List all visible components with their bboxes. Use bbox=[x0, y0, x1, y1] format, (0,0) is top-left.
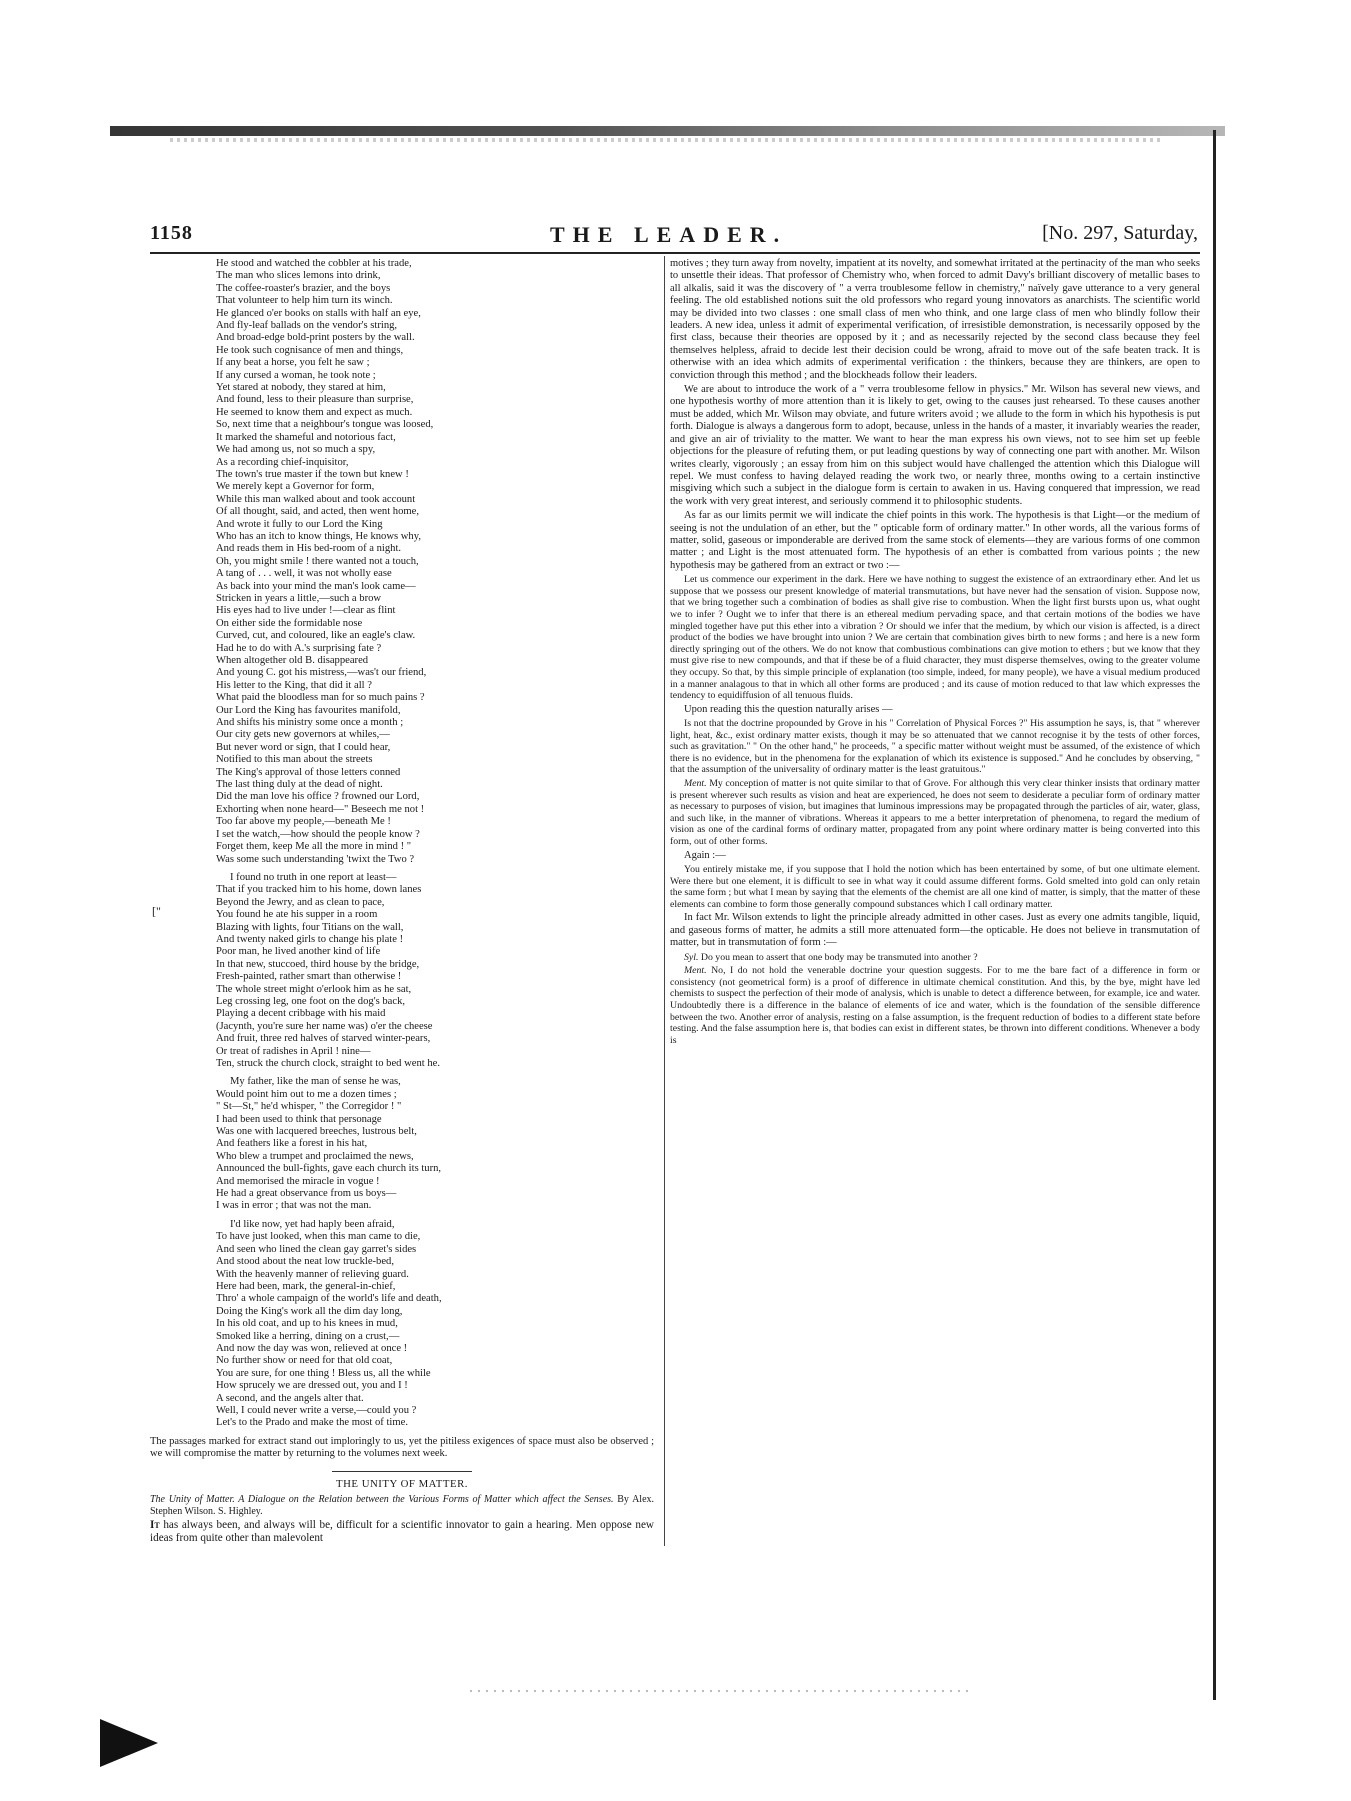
poem-line: He had a great observance from us boys— bbox=[216, 1188, 397, 1200]
poem-line: As a recording chief-inquisitor, bbox=[216, 456, 349, 468]
poem-line: Well, I could never write a verse,—could you ? bbox=[216, 1404, 417, 1416]
paragraph-text: No, I do not hold the venerable doctrine your question suggests. For to me the bare fact of a difference in form or consistency (not geometrical form) is a proof of difference in ultimate chemical constitution. And this, by the bye, might have led chemists to suspect the perfection of their mode of analysis, which is unable to detect a difference between, for example, ice and water. Undoubtedly there is a difference in the balance of elements of ice and water, which is the foundation of the sensible difference between the two. Another error of analysis, resting on a false assumption, is the frequent reduction of bodies to a different state before testing. And the false assumption here is, that bodies can exist in different states, be thrown into different conditions. Whenever a body is bbox=[670, 965, 1200, 1046]
poem-line: And fly-leaf ballads on the vendor's string, bbox=[216, 320, 398, 332]
paragraph-text: My conception of matter is not quite similar to that of Grove. For although this very clear thinker insists that ordinary matter is present wherever such results as vision and heat are experienced, he does not seem to desiderate a peculiar form of ordinary matter as necessary to purposes of vision, but imagines that luminous impressions may be propagated through the particles of air, water, glass, and such like, in the manner of vibrations. Whereas it appears to me a better interpretation of phenomena, to regard the medium of vision as one of the cardinal forms of ordinary matter, propagated from any point where ordinary matter is being converted into this form, out of other forms. bbox=[670, 778, 1201, 848]
poem-line: Or treat of radishes in April ! nine— bbox=[216, 1045, 371, 1057]
poem-line: He stood and watched the cobbler at his trade, bbox=[216, 258, 412, 269]
poem-line: The last thing duly at the dead of night. bbox=[216, 779, 383, 791]
poem-line: And shifts his ministry some once a month ; bbox=[216, 717, 404, 729]
dialogue-speaker: Syl. bbox=[684, 951, 699, 963]
book-citation bbox=[150, 1494, 654, 1517]
poem-line: Fresh-painted, rather smart than otherwise ! bbox=[216, 971, 402, 983]
poem-line: And now the day was won, relieved at once ! bbox=[216, 1342, 408, 1354]
article-paragraph bbox=[670, 912, 1200, 949]
citation-title: The Unity of Matter. A Dialogue on the Relation between the Various Forms of Matter which affect the Senses. bbox=[150, 1494, 614, 1505]
page-turn-arrow-icon bbox=[100, 1719, 158, 1767]
poem-stanza bbox=[216, 1076, 654, 1212]
lead-word: It bbox=[150, 1519, 160, 1531]
poem-line: When altogether old B. disappeared bbox=[216, 655, 369, 666]
poem-line: Notified to this man about the streets bbox=[216, 754, 373, 766]
poem-line: He took such cognisance of men and things, bbox=[216, 344, 404, 356]
poem-line: If any beat a horse, you felt he saw ; bbox=[216, 357, 370, 369]
poem-line: I'd like now, yet had haply been afraid, bbox=[230, 1218, 395, 1230]
poem-line: No further show or need for that old coat, bbox=[216, 1355, 393, 1367]
poem-line: And seen who lined the clean gay garret's sides bbox=[216, 1243, 417, 1255]
closing-note: The passages marked for extract stand out imploringly to us, yet the pitiless exigences of space must also be observed ; we will compromise the matter by returning to the volumes next week. bbox=[150, 1435, 654, 1460]
section-rule bbox=[332, 1471, 472, 1472]
poem-line: And found, less to their pleasure than surprise, bbox=[216, 394, 414, 406]
citation-publisher: S. Highley. bbox=[218, 1505, 263, 1517]
poem-line: Thro' a whole campaign of the world's life and death, bbox=[216, 1293, 442, 1305]
poem-line: Who blew a trumpet and proclaimed the news, bbox=[216, 1150, 414, 1162]
poem-line: How sprucely we are dressed out, you and I ! bbox=[216, 1380, 408, 1392]
lead-paragraph bbox=[150, 1519, 654, 1544]
paragraph-text: You entirely mistake me, if you suppose that I hold the notion which has been entertained by some, of but one ultimate element. Were there but one element, it is difficult to see in what way it could assume different forms. Gold smelted into gold can only retain the same form ; but what I mean by saying that the elements of the chemist are all one kind of matter, is simply, that the matter of these elements can combine to form those generally compound substances which I call ordinary matter. bbox=[670, 864, 1200, 910]
poem-line: In his old coat, and up to his knees in mud, bbox=[216, 1318, 398, 1330]
article-paragraph bbox=[670, 258, 1200, 382]
poem-stanza bbox=[216, 872, 654, 1071]
poem-stanza bbox=[216, 1219, 654, 1430]
poem-line: The man who slices lemons into drink, bbox=[216, 270, 381, 282]
poem-line: Doing the King's work all the dim day long, bbox=[216, 1305, 403, 1317]
poem-line: As back into your mind the man's look came— bbox=[216, 580, 416, 592]
poem-line: And young C. got his mistress,—was't our friend, bbox=[216, 667, 427, 679]
poem-line: In that new, stuccoed, third house by the bridge, bbox=[216, 958, 420, 970]
poem-line: " St—St," he'd whisper, " the Corregidor ! " bbox=[216, 1101, 402, 1113]
poem-line: My father, like the man of sense he was, bbox=[230, 1076, 401, 1088]
poem-line: And feathers like a forest in his hat, bbox=[216, 1138, 368, 1150]
poem-line: Announced the bull-fights, gave each church its turn, bbox=[216, 1163, 442, 1175]
poem-line: I had been used to think that personage bbox=[216, 1113, 382, 1125]
paragraph-text: Upon reading this the question naturally arises — bbox=[684, 703, 893, 715]
right-column bbox=[670, 258, 1200, 1048]
poem-line: Oh, you might smile ! there wanted not a touch, bbox=[216, 555, 419, 567]
poem-line: And reads them in His bed-room of a night. bbox=[216, 543, 402, 555]
poem-line: Poor man, he lived another kind of life bbox=[216, 946, 381, 958]
article-paragraph bbox=[670, 574, 1200, 702]
article-paragraph bbox=[670, 704, 1200, 716]
poem-line: That volunteer to help him turn its winch. bbox=[216, 295, 393, 307]
poem-line: On either side the formidable nose bbox=[216, 617, 363, 629]
article-paragraph bbox=[670, 510, 1200, 572]
header-rule bbox=[150, 252, 1200, 254]
poem-line: Was one with lacquered breeches, lustrous belt, bbox=[216, 1126, 417, 1138]
paragraph-text: Again :— bbox=[684, 849, 726, 861]
paragraph-text: As far as our limits permit we will indicate the chief points in this work. The hypothesis is that Light—or the medium of seeing is not the undulation of an ether, but the " opticable form of ordinary matter." In other words, all the various forms of matter, solid, gaseous or imponderable are derived from the same stock of elements—they are various forms of one common matter ; and Light is the most attenuated form. The hypothesis of an ether is combatted from various points ; the new hypothesis may be gathered from an extract or two :— bbox=[670, 510, 1200, 571]
dialogue-speaker: Ment. bbox=[684, 778, 707, 790]
paragraph-text: In fact Mr. Wilson extends to light the principle already admitted in other cases. Just as every one admits tangible, liquid, and gaseous forms of matter, he admits a still more attenuated form—the opticable. He does not believe in transmutation of matter, but in transmutation of form :— bbox=[670, 912, 1200, 949]
poem-line: Smoked like a herring, dining on a crust,— bbox=[216, 1330, 400, 1342]
poem-line: It marked the shameful and notorious fact, bbox=[216, 431, 396, 443]
poem-line: Would point him out to me a dozen times ; bbox=[216, 1088, 397, 1100]
scan-edge-texture bbox=[170, 138, 1160, 142]
poem-line: I found no truth in one report at least— bbox=[230, 871, 397, 883]
poem-line: While this man walked about and took account bbox=[216, 493, 416, 505]
poem-line: I set the watch,—how should the people know ? bbox=[216, 828, 420, 840]
margin-mark: [" bbox=[152, 904, 161, 918]
poem-line: His letter to the King, that did it all ? bbox=[216, 679, 372, 691]
poem-line: Leg crossing leg, one foot on the dog's back, bbox=[216, 995, 406, 1007]
page-number: 1158 bbox=[150, 222, 193, 244]
paragraph-text: We are about to introduce the work of a " verra troublesome fellow in physics." Mr. Wilson has several new views, and one hypothesis worthy of more attention than it is likely to get, owing to the causes just rehearsed. To these causes another must be added, which Mr. Wilson may obviate, and future writers avoid ; we allude to the form in which his hypothesis is put forth. Dialogue is always a dangerous form to adopt, because, unless in the hands of a master, it invariably wearies the reader, and give an air of triviality to the matter. We want to hear the man express his own views, not to see him set up feeble objections for the pleasure of refuting them, or put leading questions by way of connecting one part with another. Mr. Wilson writes clearly, vigorously ; an essay from him on this subject would have challenged the attention which this Dialogue will repel. We must confess to having delayed reading the work two, or nearly three, months owing to a certain instinctive misgiving which such a subject in the dialogue form is certain to awaken in us. Having conquered that impression, we read the work with very great interest, and seriously commend it to philosophic students. bbox=[670, 384, 1200, 507]
poem-line: Let's to the Prado and make the most of time. bbox=[216, 1417, 408, 1429]
poem-line: (Jacynth, you're sure her name was) o'er the cheese bbox=[216, 1020, 433, 1032]
poem-line: Our Lord the King has favourites manifold, bbox=[216, 704, 401, 716]
dialogue-speaker: Ment. bbox=[684, 965, 707, 977]
scan-edge-bottom bbox=[470, 1690, 970, 1692]
poem-line: We merely kept a Governor for form, bbox=[216, 481, 375, 493]
poem-line: With the heavenly manner of relieving guard. bbox=[216, 1268, 409, 1280]
paragraph-text: Do you mean to assert that one body may be transmuted into another ? bbox=[700, 951, 978, 963]
poem-line: Was some such understanding 'twixt the Two ? bbox=[216, 853, 415, 865]
poem-line: He seemed to know them and expect as much. bbox=[216, 406, 413, 418]
poem-line: Ten, struck the church clock, straight to bed went he. bbox=[216, 1058, 441, 1069]
poem-line: Our city gets new governors at whiles,— bbox=[216, 729, 390, 741]
poem-line: That if you tracked him to his home, down lanes bbox=[216, 884, 422, 896]
scan-edge-top bbox=[110, 126, 1225, 136]
poem-line: Did the man love his office ? frowned our Lord, bbox=[216, 791, 420, 803]
poem-line: Curved, cut, and coloured, like an eagle's claw. bbox=[216, 630, 416, 642]
poem-line: A tang of . . . well, it was not wholly ease bbox=[216, 568, 392, 580]
masthead-title: THE LEADER. bbox=[550, 222, 788, 247]
paragraph-text: Is not that the doctrine propounded by Grove in his " Correlation of Physical Forces ?" His assumption he says, is, that " wherever light, heat, &c., exist ordinary matter exists, though it may be so attenuated that we cannot recognise it by the tests of other forces, such as gravitation." " On the other hand," he proceeds, " a specific matter without weight must be assumed, of the existence of which there is no evidence, but in the phenomena for the explanation of which its existence is supposed." And he concludes by observing, " that the assumption of the universality of ordinary matter is the least gratuitous." bbox=[670, 718, 1200, 776]
page-right-border bbox=[1213, 130, 1216, 1700]
poem-line: Yet stared at nobody, they stared at him, bbox=[216, 382, 386, 394]
article-paragraph bbox=[670, 384, 1200, 508]
poem-line: To have just looked, when this man came to die, bbox=[216, 1231, 421, 1243]
poem-line: And twenty naked girls to change his plate ! bbox=[216, 933, 404, 945]
lead-text: has always been, and always will be, difficult for a scientific innovator to gain a hearing. Men oppose new ideas from quite other than malevolent bbox=[150, 1519, 654, 1544]
article-paragraph bbox=[670, 718, 1200, 776]
poem-line: And fruit, three red halves of starved winter-pears, bbox=[216, 1033, 431, 1045]
poem-line: Too far above my people,—beneath Me ! bbox=[216, 816, 391, 828]
poem-line: You are sure, for one thing ! Bless us, all the while bbox=[216, 1367, 431, 1379]
poem-line: Beyond the Jewry, and as clean to pace, bbox=[216, 896, 385, 908]
article-paragraph bbox=[670, 778, 1200, 848]
section-title: THE UNITY OF MATTER. bbox=[336, 1477, 468, 1490]
poem-line: Of all thought, said, and acted, then went home, bbox=[216, 506, 419, 518]
left-column bbox=[150, 258, 654, 1544]
poem-line: The whole street might o'erlook him as he sat, bbox=[216, 983, 412, 995]
poem-line: Exhorting when none heard—" Beseech me not ! bbox=[216, 803, 425, 815]
poem-line: The coffee-roaster's brazier, and the boys bbox=[216, 282, 391, 294]
poem-line: He glanced o'er books on stalls with half an eye, bbox=[216, 307, 421, 319]
article-paragraph bbox=[670, 952, 1200, 964]
poem-line: His eyes had to live under !—clear as flint bbox=[216, 605, 396, 617]
poem-line: And stood about the neat low truckle-bed, bbox=[216, 1256, 394, 1268]
poem-line: But never word or sign, that I could hear, bbox=[216, 741, 391, 753]
article-paragraph bbox=[670, 965, 1200, 1046]
poem bbox=[150, 258, 654, 1430]
poem-line: Here had been, mark, the general-in-chief, bbox=[216, 1280, 396, 1292]
article-paragraph bbox=[670, 850, 1200, 862]
paragraph-text: motives ; they turn away from novelty, impatient at its novelty, and somewhat irritated at the pertinacity of the man who seeks to unsettle their ideas. That professor of Chemistry who, when forced to admit Davy's brilliant discovery of metallic bases to all alkalis, said it was the discovery of " a verra troublesome fellow in chemistry," naïvely gave utterance to a very general feeling. The old established notions suit the old professors who regard young innovators as anarchists. The scientific world may be divided into two classes : one small class of men who think, and one large class of men who blindly follow their leaders. A new idea, unless it admit of experimental verification, of irresistible demonstration, is necessarily opposed by the first class, because their theories are opposed by it ; and as necessarily rejected by the second class because they feel themselves helpless, afraid to decide lest their decision could be wrong, afraid to move out of the safe beaten track. It is otherwise with an idea which admits of experimental verification : the thinkers, because they are thinkers, are open to conviction through this method ; and the blockheads follow their leaders. bbox=[670, 258, 1200, 381]
paragraph-text: Let us commence our experiment in the dark. Here we have nothing to suggest the existence of an extraordinary ether. And let us suppose that we possess our present knowledge of material transmutations, but have never had the sensation of vision. Suppose now, that we bring together such a combination of bodies as shall give rise to combustion. When the light first bursts upon us, what ought we to infer ? Ought we to infer that there is an ethereal medium pervading space, and that certain motions of the bodies we have mingled together have put this ether into a vibration ? Or should we infer that the medium, by which our vision is affected, is a direct product of the bodies we have brought into union ? We are certain that combination gives birth to new forms ; and here is a new form directly springing out of the others. We do not know that combustious combinations can give motion to ethers ; but we know that they must give rise to new compounds, and that if these be of a fluid character, they must disperse themselves, owing to the greater volume they occupy. So that, by this simple principle of explanation (too simple, indeed, for many people), we have a visual medium produced in a manner analagous to that in which all other forms are produced ; and its cause of motion reduced to that law which expresses the tendency to equidiffusion of all tenuous fluids. bbox=[670, 574, 1200, 702]
poem-line: What paid the bloodless man for so much pains ? bbox=[216, 692, 425, 704]
poem-line: Had he to do with A.'s surprising fate ? bbox=[216, 642, 382, 654]
poem-line: And broad-edge bold-print posters by the wall. bbox=[216, 332, 415, 344]
page-header bbox=[150, 222, 1198, 252]
poem-line: A second, and the angels alter that. bbox=[216, 1392, 364, 1404]
citation-author: By Alex. Stephen Wilson. bbox=[150, 1494, 655, 1517]
poem-line: Playing a decent cribbage with his maid bbox=[216, 1008, 386, 1020]
issue-info: [No. 297, Saturday, bbox=[1042, 222, 1198, 244]
column-divider bbox=[664, 256, 665, 1546]
poem-line: So, next time that a neighbour's tongue was loosed, bbox=[216, 419, 434, 431]
poem-line: Who has an itch to know things, He knows why, bbox=[216, 530, 421, 542]
poem-line: You found he ate his supper in a room bbox=[216, 909, 378, 921]
poem-line: If any cursed a woman, he took note ; bbox=[216, 369, 376, 381]
poem-line: I was in error ; that was not the man. bbox=[216, 1200, 372, 1212]
poem-line: Stricken in years a little,—such a brow bbox=[216, 592, 382, 604]
poem-line: And wrote it fully to our Lord the King bbox=[216, 518, 383, 530]
poem-line: The town's true master if the town but knew ! bbox=[216, 468, 409, 480]
poem-line: The King's approval of those letters conned bbox=[216, 766, 401, 778]
poem-stanza bbox=[216, 258, 654, 866]
poem-line: Blazing with lights, four Titians on the wall, bbox=[216, 921, 404, 933]
poem-line: Forget them, keep Me all the more in mind ! " bbox=[216, 841, 412, 853]
poem-line: We had among us, not so much a spy, bbox=[216, 444, 376, 456]
poem-line: And memorised the miracle in vogue ! bbox=[216, 1175, 380, 1187]
article-paragraph bbox=[670, 864, 1200, 910]
